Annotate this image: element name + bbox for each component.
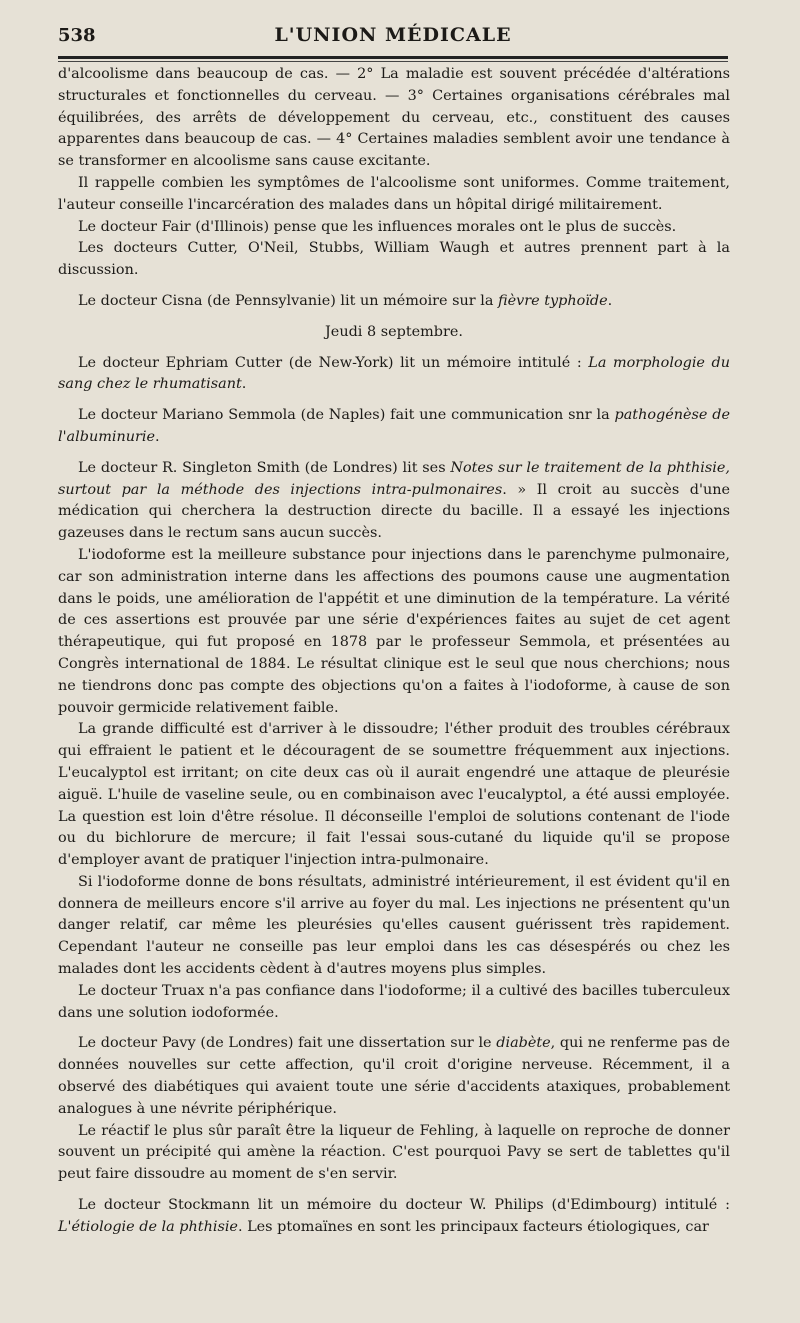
session-date: Jeudi 8 septembre. — [325, 323, 463, 340]
paragraph: L'iodoforme est la meilleure substance pour injections dans le parenchyme pulmonaire, car son administration interne dans les affections des poumons cause une augmentation dans le poids, une amélioration de l'appétit et une diminution de la température. La vérité de ces assertions est prouvée par une série d'expériences faites au sujet de cet agent thérapeutique, qui fut proposé en 1878 par le professeur Semmola, et présentées au Congrès international de 1884. Le résultat clinique est le seul que nous cherchions; nous ne tiendrons donc pas compte des objections qu'on a faites à l'iodoforme, à cause de son pouvoir germicide relativement faible. — [58, 546, 730, 716]
paragraph: Le docteur Cisna (de Pennsylvanie) lit un mémoire sur la fièvre typhoïde. — [78, 292, 613, 309]
paragraph: Le docteur Pavy (de Londres) fait une dissertation sur le diabète, qui ne renferme pas de données nouvelles sur cette affection, qu'il croit d'origine nerveuse. Récemment, il a observé des diabétiques qui avaient toute une série d'accidents ataxiques, probablement analogues à une névrite périphérique. — [58, 1035, 730, 1117]
paragraph: Le docteur Stockmann lit un mémoire du docteur W. Philips (d'Edimbourg) intitulé : L'étiologie de la phthisie. Les ptomaïnes en sont les principaux facteurs étiologiques, car — [58, 1197, 730, 1235]
paragraph: Le docteur R. Singleton Smith (de Londres) lit ses Notes sur le traitement de la phthisie, surtout par la méthode des injections intra-pulmonaires. » Il croit au succès d'une médication qui cherchera la destruction directe du bacille. Il a essayé les injections gazeuses dans le rectum sans aucun succès. — [58, 459, 730, 542]
page-number: 538 — [58, 25, 96, 46]
paragraph: Le docteur Ephriam Cutter (de New-York) lit un mémoire intitulé : La morphologie du sang chez le rhumatisant. — [58, 354, 730, 393]
paragraph: Le réactif le plus sûr paraît être la liqueur de Fehling, à laquelle on reproche de donner souvent un précipité qui amène la réaction. C'est pourquoi Pavy se sert de tablettes qu'il peut faire dissoudre au moment de s'en servir. — [58, 1122, 730, 1183]
paragraph: d'alcoolisme dans beaucoup de cas. — 2° La maladie est souvent précédée d'altérations structurales et fonctionnelles du cerveau. — 3° Certaines organisations cérébrales mal équilibrées, des arrêts de développement du cerveau, etc., constituent des causes apparentes dans beaucoup de cas. — 4° Certaines maladies semblent avoir une tendance à se transformer en alcoolisme sans cause excitante. — [58, 66, 730, 170]
paragraph: Le docteur Mariano Semmola (de Naples) fait une communication snr la pathogénèse de l'albuminurie. — [58, 407, 730, 445]
paragraph: La grande difficulté est d'arriver à le dissoudre; l'éther produit des troubles cérébraux qui effraient le patient et le découragent de se soumettre fréquemment aux injections. L'eucalyptol est irritant; on cite deux cas où il aurait engendré une attaque de pleurésie aiguë. L'huile de vaseline seule, ou en combinaison avec l'eucalyptol, a été aussi employée. La question est loin d'être résolue. Il déconseille l'emploi de solutions contenant de l'iode ou du bichlorure de mercure; il fait l'essai sous-cutané du liquide qu'il se propose d'employer avant de pratiquer l'injection intra-pulmonaire. — [58, 721, 730, 869]
paragraph: Le docteur Truax n'a pas confiance dans l'iodoforme; il a cultivé des bacilles tuberculeux dans une solution iodoformée. — [58, 982, 730, 1021]
article-body — [58, 64, 730, 1239]
header-rule-thin — [58, 61, 728, 62]
paragraph: Si l'iodoforme donne de bons résultats, administré intérieurement, il est évident qu'il en donnera de meilleurs encore s'il arrive au foyer du mal. Les injections ne présentent qu'un danger relatif, car même les pleurésies qu'elles causent guérissent très rapidement. Cependant l'auteur ne conseille pas leur emploi dans les cas désespérés ou chez les malades dont les accidents cèdent à d'autres moyens plus simples. — [58, 873, 730, 978]
paragraph: Les docteurs Cutter, O'Neil, Stubbs, William Waugh et autres prennent part à la discussion. — [58, 240, 730, 279]
journal-title: L'UNION MÉDICALE — [274, 24, 512, 46]
paragraph: Le docteur Fair (d'Illinois) pense que les influences morales ont le plus de succès. — [78, 218, 677, 235]
page-header — [58, 22, 728, 52]
paragraph: Il rappelle combien les symptômes de l'alcoolisme sont uniformes. Comme traitement, l'auteur conseille l'incarcération des malades dans un hôpital dirigé militairement. — [58, 174, 730, 213]
header-rule — [58, 56, 728, 59]
